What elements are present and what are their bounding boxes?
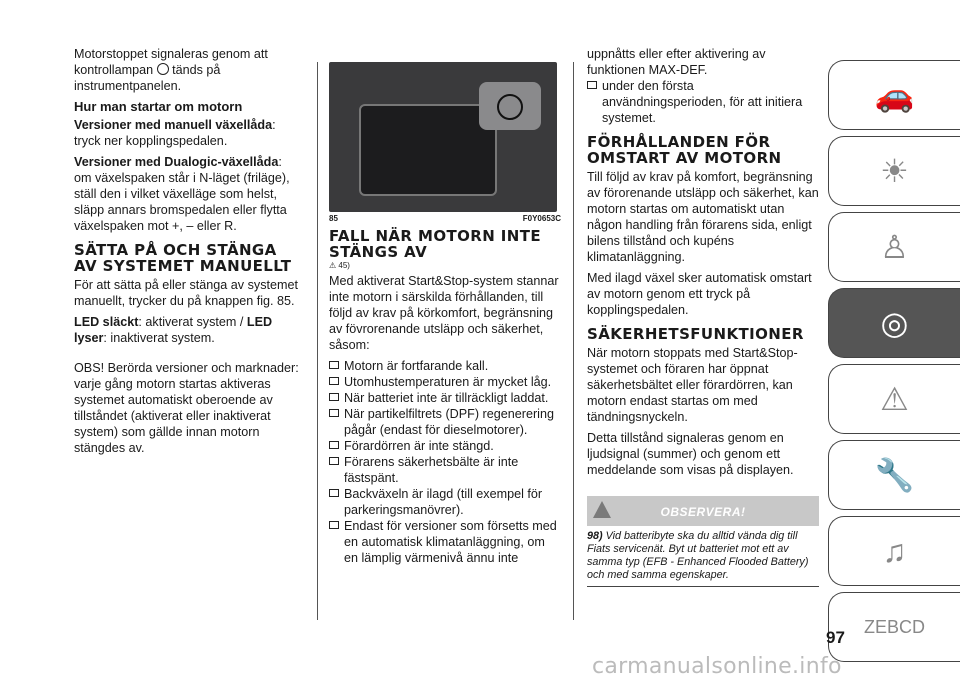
paragraph: Versioner med manuell växellåda: tryck ner kopplingspedalen. bbox=[74, 118, 276, 148]
checkbox-icon bbox=[329, 393, 339, 401]
checkbox-icon bbox=[329, 377, 339, 385]
list-item: under den första användningsperioden, för att initiera systemet. bbox=[587, 78, 819, 126]
section-heading: SÄKERHETSFUNKTIONER bbox=[587, 325, 804, 343]
start-stop-indicator-icon bbox=[157, 63, 169, 75]
column-divider bbox=[317, 62, 318, 620]
infotainment-screen bbox=[359, 104, 497, 196]
page-number: 97 bbox=[826, 628, 845, 647]
paragraph: Detta tillstånd signaleras genom en ljudsignal (summer) och genom ett meddelande som visas på displayen. bbox=[587, 431, 794, 477]
index-icon[interactable]: ZEBCD bbox=[828, 592, 960, 662]
checkbox-icon bbox=[329, 441, 339, 449]
list-item: När partikelfiltrets (DPF) regenerering pågår (endast för dieselmotorer). bbox=[329, 406, 561, 438]
list-item: Endast för versioner som försetts med en automatisk klimatanläggning, om en lämplig värmenivå ännu inte bbox=[329, 518, 561, 566]
list-item: Backväxeln är ilagd (till exempel för parkeringsmanövrer). bbox=[329, 486, 561, 518]
checkbox-icon bbox=[587, 81, 597, 89]
wrench-car-icon[interactable]: 🔧 bbox=[828, 440, 960, 510]
paragraph: Till följd av krav på komfort, begränsning av förorenande utsläpp och säkerhet, kan motorn startas om automatiskt utan någon handling från förarens sida, enligt bilens tillstånd och kupéns klimatanläggning. bbox=[587, 170, 819, 264]
column-3 bbox=[587, 46, 819, 587]
conditions-list bbox=[329, 358, 561, 566]
paragraph: uppnåtts eller efter aktivering av funktionen MAX-DEF. bbox=[587, 47, 766, 77]
paragraph: Med ilagd växel sker automatisk omstart av motorn genom ett tryck på kopplingspedalen. bbox=[587, 271, 812, 317]
seat-belt-icon[interactable]: ♙ bbox=[828, 212, 960, 282]
section-heading: SÄTTA PÅ OCH STÄNGA AV SYSTEMET MANUELLT bbox=[74, 241, 292, 275]
multimedia-icon[interactable]: ♫ bbox=[828, 516, 960, 586]
column-1 bbox=[74, 46, 302, 461]
figure-85-image bbox=[329, 62, 557, 212]
paragraph: Motorstoppet signaleras genom att kontrollampan tänds på instrumentpanelen. bbox=[74, 47, 268, 93]
paragraph: När motorn stoppats med Start&Stop-systemet och föraren har öppnat säkerhetsbältet eller förardörren, kan motorn endast startas om med tändningsnyckeln. bbox=[587, 346, 798, 424]
paragraph: LED släckt: aktiverat system / LED lyser: inaktiverat system. bbox=[74, 315, 273, 345]
checkbox-icon bbox=[329, 521, 339, 529]
warning-ref: ⚠ 45) bbox=[329, 261, 350, 270]
section-heading: FÖRHÅLLANDEN FÖR OMSTART AV MOTORN bbox=[587, 133, 782, 167]
checkbox-icon bbox=[329, 457, 339, 465]
checkbox-icon bbox=[329, 409, 339, 417]
section-heading: Hur man startar om motorn bbox=[74, 99, 243, 114]
note-text: 98) Vid batteribyte ska du alltid vända dig till Fiats servicenät. Byt ut batteriet mot ett av samma typ (EFB - Enhanced Flooded Battery) och med samma egenskaper. bbox=[587, 530, 819, 587]
section-heading: FALL NÄR MOTORN INTE STÄNGS AV bbox=[329, 227, 542, 261]
list-item: Utomhustemperaturen är mycket låg. bbox=[329, 374, 561, 390]
paragraph: OBS! Berörda versioner och marknader: varje gång motorn startas aktiveras systemet automatiskt oberoende av tillståndet (aktiverat eller inaktiverat system) som gällde innan motorn stängdes av. bbox=[74, 361, 299, 455]
list-item: Förarens säkerhetsbälte är inte fästspänt. bbox=[329, 454, 561, 486]
paragraph: Med aktiverat Start&Stop-system stannar inte motorn i särskilda förhållanden, till följd av krav på körkomfort, begränsning av fövrorenande utsläpp och säkerhet, såsom: bbox=[329, 274, 559, 352]
watermark: carmanualsonline.info bbox=[592, 654, 842, 679]
checkbox-icon bbox=[329, 361, 339, 369]
note-header: OBSERVERA! bbox=[587, 496, 819, 526]
checkbox-icon bbox=[329, 489, 339, 497]
triangle-warning-icon[interactable]: ⚠ bbox=[828, 364, 960, 434]
steering-key-icon[interactable]: ◎ bbox=[828, 288, 960, 358]
start-stop-button bbox=[479, 82, 541, 130]
car-icon[interactable]: 🚗 bbox=[828, 60, 960, 130]
warning-light-icon[interactable]: ☀ bbox=[828, 136, 960, 206]
column-2 bbox=[329, 62, 561, 566]
column-divider bbox=[573, 62, 574, 620]
chapter-sidebar bbox=[828, 60, 960, 668]
list-item: När batteriet inte är tillräckligt laddat. bbox=[329, 390, 561, 406]
warning-icon: ⚠ bbox=[329, 261, 337, 270]
paragraph: Versioner med Dualogic-växellåda: om växelspaken står i N-läget (friläge), ställ den i vilket växelläge som helst, släpp annars bromspedalen eller flytta växelspaken mot +, – eller R. bbox=[74, 155, 290, 233]
paragraph: För att sätta på eller stänga av systemet manuellt, trycker du på knappen fig. 85. bbox=[74, 278, 298, 308]
figure-caption: 85 F0Y0653C bbox=[329, 214, 561, 223]
list-item: Motorn är fortfarande kall. bbox=[329, 358, 561, 374]
list-item: Förardörren är inte stängd. bbox=[329, 438, 561, 454]
